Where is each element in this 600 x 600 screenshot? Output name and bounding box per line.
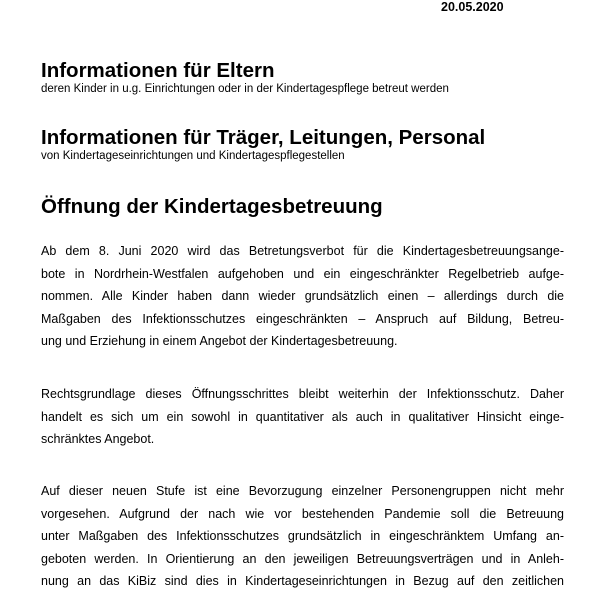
paragraph-line: Ab dem 8. Juni 2020 wird das Betretungsverbot für die Kindertagesbetreuungsange- (41, 244, 564, 258)
providers-info-title: Informationen für Träger, Leitungen, Personal (41, 126, 486, 149)
paragraph-line: nommen. Alle Kinder haben dann wieder grundsätzlich einen – allerdings durch die (41, 289, 564, 303)
section-title: Öffnung der Kindertagesbetreuung (41, 195, 383, 218)
paragraph-3 (41, 480, 564, 593)
document-date: 20.05.2020 (441, 0, 504, 14)
paragraph-1 (41, 240, 564, 353)
paragraph-line: ung und Erziehung in einem Angebot der Kindertagesbetreuung. (41, 334, 398, 348)
paragraph-2 (41, 383, 564, 451)
parents-info-subtitle: deren Kinder in u.g. Einrichtungen oder in der Kindertagespflege betreut werden (41, 83, 449, 95)
paragraph-line: vorgesehen. Aufgrund der nach wie vor bestehenden Pandemie soll die Betreuung (41, 506, 564, 521)
paragraph-line: nung an das KiBiz sind dies in Kindertageseinrichtungen in Bezug auf den zeitlichen (41, 574, 564, 588)
providers-info-header (41, 126, 561, 163)
parents-info-title: Informationen für Eltern (41, 59, 275, 82)
paragraph-line: bote in Nordrhein-Westfalen aufgehoben und ein eingeschränkter Regelbetrieb aufge- (41, 266, 564, 281)
paragraph-line: Auf dieser neuen Stufe ist eine Bevorzugung einzelner Personengruppen nicht mehr (41, 484, 564, 498)
paragraph-line: geboten werden. In Orientierung an den jeweiligen Betreuungsverträgen und in Anleh- (41, 551, 564, 566)
providers-info-subtitle: von Kindertageseinrichtungen und Kindertagespflegestellen (41, 150, 345, 162)
paragraph-line: unter Maßgaben des Infektionsschutzes grundsätzlich in eingeschränktem Umfang an- (41, 529, 564, 543)
paragraph-line: Maßgaben des Infektionsschutzes eingeschränkten – Anspruch auf Bildung, Betreu- (41, 311, 564, 326)
paragraph-line: handelt es sich um ein sowohl in quantitativer als auch in qualitativer Hinsicht einge- (41, 409, 564, 424)
paragraph-line: Rechtsgrundlage dieses Öffnungsschrittes bleibt weiterhin der Infektionsschutz. Daher (41, 387, 564, 401)
parents-info-header (41, 59, 561, 96)
paragraph-line: schränktes Angebot. (41, 432, 155, 446)
